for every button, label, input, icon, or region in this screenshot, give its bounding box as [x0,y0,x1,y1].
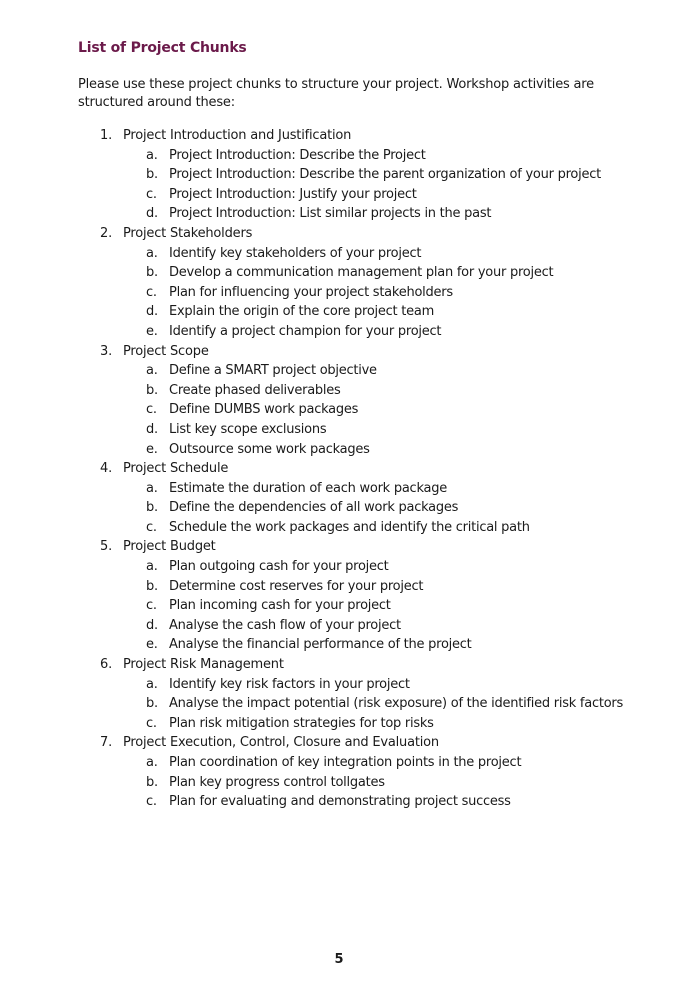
activity-letter: d. [146,617,158,633]
chunk-activity-list [0,479,678,538]
activity-letter: a. [146,559,158,575]
page-number: 5 [334,952,344,967]
activity-text: Plan for evaluating and demonstrating project success [169,794,511,810]
chunk-activity [0,302,678,322]
project-chunk [0,655,678,733]
chunk-activity-list [0,361,678,459]
chunk-heading [0,537,678,557]
activity-letter: c. [146,519,157,535]
project-chunk [0,126,678,224]
chunk-number: 4. [100,461,113,477]
activity-letter: a. [146,480,158,496]
chunk-label: Project Schedule [123,461,229,477]
activity-text: Plan risk mitigation strategies for top risks [169,715,434,731]
activity-letter: a. [146,755,158,770]
chunk-activity [0,361,678,381]
chunk-label: Project Stakeholders [123,225,253,241]
project-chunk [0,537,678,655]
activity-letter: c. [146,598,157,614]
activity-letter: d. [146,304,158,320]
activity-letter: e. [146,441,158,457]
activity-letter: b. [146,167,158,183]
activity-text: Plan incoming cash for your project [169,598,391,614]
chunk-activity-list [0,675,678,734]
chunk-activity [0,420,678,440]
chunk-activity [0,694,678,714]
chunk-activity [0,204,678,224]
chunk-activity [0,146,678,166]
chunk-activity [0,263,678,283]
chunk-activity-list [0,557,678,655]
activity-letter: a. [146,245,158,261]
chunk-number: 6. [100,657,113,673]
chunk-heading [0,342,678,362]
activity-letter: b. [146,500,158,516]
activity-letter: e. [146,637,158,653]
activity-text: Analyse the impact potential (risk exposure) of the identified risk factors [169,696,624,712]
section-title: List of Project Chunks [78,40,247,56]
activity-text: Plan outgoing cash for your project [169,559,389,575]
activity-text: Identify key stakeholders of your project [169,245,422,261]
chunk-activity [0,165,678,185]
activity-letter: e. [146,323,158,339]
activity-letter: c. [146,284,157,300]
project-chunk [0,342,678,460]
chunk-heading [0,733,678,753]
chunk-label: Project Execution, Control, Closure and Evaluation [123,735,439,751]
chunk-label: Project Introduction and Justification [123,128,352,143]
chunk-activity-list [0,753,678,812]
project-chunk [0,224,678,342]
chunk-heading [0,459,678,479]
chunk-activity [0,244,678,264]
activity-text: Define a SMART project objective [169,363,377,379]
chunk-number: 2. [100,225,113,241]
chunk-label: Project Risk Management [123,657,284,673]
activity-text: Project Introduction: Describe the parent organization of your project [169,167,601,183]
chunk-activity [0,400,678,420]
activity-text: Analyse the cash flow of your project [169,617,401,633]
activity-text: Project Introduction: Justify your project [169,186,417,202]
activity-letter: c. [146,186,157,202]
activity-text: Project Introduction: List similar projects in the past [169,206,492,222]
chunk-activity [0,675,678,695]
activity-text: Plan key progress control tollgates [169,774,385,790]
chunk-activity [0,440,678,460]
chunk-number: 5. [100,539,113,555]
activity-letter: a. [146,363,158,379]
activity-letter: b. [146,774,158,790]
chunk-activity [0,577,678,597]
intro-paragraph: Please use these project chunks to structure your project. Workshop activities are structured around these: [78,77,594,110]
activity-text: Determine cost reserves for your project [169,578,424,594]
project-chunk-list [0,126,678,812]
chunk-activity [0,498,678,518]
activity-text: Define the dependencies of all work packages [169,500,459,516]
chunk-activity [0,322,678,342]
chunk-number: 1. [100,128,113,143]
activity-letter: b. [146,382,158,398]
chunk-number: 7. [100,735,113,751]
chunk-number: 3. [100,343,113,359]
chunk-activity [0,283,678,303]
activity-letter: a. [146,147,158,163]
chunk-activity [0,185,678,205]
activity-letter: b. [146,696,158,712]
chunk-activity [0,479,678,499]
chunk-heading [0,224,678,244]
activity-letter: a. [146,676,158,692]
chunk-activity-list [0,146,678,224]
activity-text: Define DUMBS work packages [169,402,359,418]
activity-text: Plan coordination of key integration points in the project [169,755,522,770]
activity-text: Estimate the duration of each work package [169,480,447,496]
activity-text: Schedule the work packages and identify the critical path [169,519,530,535]
activity-letter: c. [146,794,157,810]
chunk-heading [0,126,678,146]
chunk-activity [0,557,678,577]
activity-text: Explain the origin of the core project team [169,304,434,320]
activity-text: Identify a project champion for your project [169,323,442,339]
activity-text: Analyse the financial performance of the project [169,637,472,653]
chunk-activity [0,753,678,773]
activity-text: Create phased deliverables [169,382,341,398]
activity-letter: b. [146,578,158,594]
activity-text: Plan for influencing your project stakeholders [169,284,453,300]
activity-text: Identify key risk factors in your project [169,676,410,692]
activity-text: List key scope exclusions [169,421,327,437]
activity-text: Project Introduction: Describe the Project [169,147,426,163]
chunk-activity [0,616,678,636]
activity-letter: c. [146,715,157,731]
chunk-activity [0,596,678,616]
chunk-activity [0,792,678,812]
chunk-activity [0,773,678,793]
activity-letter: c. [146,402,157,418]
chunk-label: Project Budget [123,539,216,555]
chunk-activity [0,518,678,538]
activity-text: Develop a communication management plan for your project [169,265,554,281]
activity-letter: b. [146,265,158,281]
activity-text: Outsource some work packages [169,441,370,457]
project-chunk [0,459,678,537]
chunk-activity [0,714,678,734]
chunk-activity [0,381,678,401]
activity-letter: d. [146,206,158,222]
chunk-activity [0,635,678,655]
chunk-heading [0,655,678,675]
project-chunk [0,733,678,811]
chunk-label: Project Scope [123,343,209,359]
activity-letter: d. [146,421,158,437]
chunk-activity-list [0,244,678,342]
